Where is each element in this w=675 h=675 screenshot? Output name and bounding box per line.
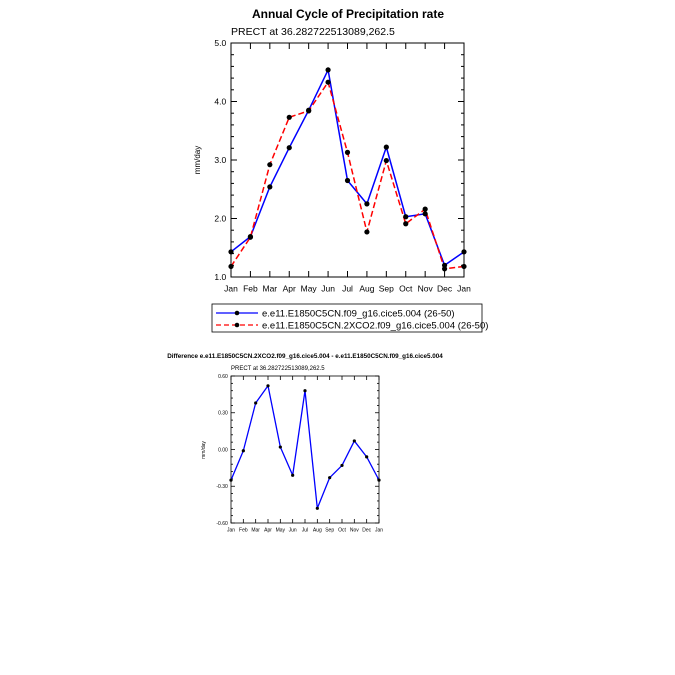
x-tick-label: Jan [457,283,471,294]
series-1-point [403,214,408,219]
x-tick-label: Sep [325,527,335,534]
series-2-point [403,221,408,226]
series-1-point [303,389,306,392]
y-tick-label: -0.60 [216,520,228,527]
series-1-point [340,464,343,467]
x-tick-label: Jan [374,527,384,534]
legend-label-series-1: e.e11.E1850C5CN.f09_g16.cice5.004 (26-50) [262,308,455,320]
x-tick-label: Oct [399,283,413,294]
x-tick-label: Nov [417,283,433,294]
series-2-point [325,80,330,85]
series-1-point [279,445,282,448]
x-tick-label: Jun [288,527,297,534]
legend-marker-series-2 [235,323,240,328]
legend-label-series-2: e.e11.E1850C5CN.2XCO2.f09_g16.cice5.004 (26-50) [262,320,489,332]
y-tick-label: 0.60 [218,373,228,380]
series-2-point [228,264,233,269]
series-1-point [377,479,380,482]
x-tick-label: Aug [312,527,322,534]
y-tick-label: 3.0 [214,154,227,165]
series-1-point [254,401,257,404]
x-tick-label: Jun [321,283,335,294]
annual-cycle-chart [193,7,488,332]
series-line-2 [231,82,464,269]
chart2-plot-frame [231,376,379,523]
x-tick-label: Mar [251,527,260,534]
legend-marker-series-1 [235,311,240,316]
series-2-point [267,162,272,167]
series-1-point [364,201,369,206]
y-tick-label: 5.0 [214,37,227,48]
x-tick-label: Nov [349,527,359,534]
x-tick-label: Jan [226,527,236,534]
x-tick-label: Sep [378,283,394,294]
series-1-point [316,507,319,510]
series-1-point [345,178,350,183]
series-1-point [287,145,292,150]
x-tick-label: Dec [437,283,453,294]
x-tick-label: May [275,527,286,534]
series-2-point [442,266,447,271]
series-1-point [384,145,389,150]
chart1-legend [212,304,488,332]
chart2-title: Difference e.e11.E1850C5CN.2XCO2.f09_g16.cice5.004 - e.e11.E1850C5CN.f09_g16.cice5.004 [167,353,443,360]
series-1-point [365,455,368,458]
x-tick-label: Aug [359,283,375,294]
series-1-point [266,384,269,387]
series-2-point [423,207,428,212]
x-tick-label: Apr [282,283,296,294]
chart1-plot-frame [231,43,464,277]
series-2-point [306,108,311,113]
y-tick-label: -0.30 [216,484,228,490]
series-2-point [248,235,253,240]
y-tick-label: 1.0 [214,271,227,282]
x-tick-label: Dec [362,527,372,534]
chart2-subtitle: PRECT at 36.282722513089,262.5 [231,366,325,372]
series-1-point [325,67,330,72]
x-tick-label: Feb [243,283,258,294]
series-2-point [345,150,350,155]
x-tick-label: Jul [301,527,309,534]
series-1-point [423,211,428,216]
series-2-point [287,115,292,120]
x-tick-label: Feb [239,527,248,534]
series-1-point [291,474,294,477]
x-tick-label: Jul [342,283,353,294]
chart2-ylabel: mm/day [201,441,207,459]
series-2-point [364,229,369,234]
series-1-point [353,439,356,442]
series-2-point [384,158,389,163]
series-1-point [267,184,272,189]
chart1-subtitle: PRECT at 36.282722513089,262.5 [231,26,395,38]
x-tick-label: Oct [338,527,346,534]
series-line-1 [231,386,379,509]
series-1-point [328,476,331,479]
series-line-1 [231,70,464,265]
series-1-point [229,479,232,482]
y-tick-label: 0.30 [218,410,228,417]
series-1-point [461,249,466,254]
x-tick-label: Jan [224,283,238,294]
y-tick-label: 0.00 [218,447,228,454]
series-1-point [228,249,233,254]
x-tick-label: Apr [264,527,272,534]
chart1-ylabel: mm/day [193,145,202,175]
x-tick-label: Mar [262,283,278,294]
chart1-title: Annual Cycle of Precipitation rate [251,7,445,21]
y-tick-label: 2.0 [214,213,227,224]
series-1-point [242,449,245,452]
difference-chart [167,353,443,534]
series-2-point [461,264,466,269]
x-tick-label: May [300,283,317,294]
y-tick-label: 4.0 [214,96,227,107]
